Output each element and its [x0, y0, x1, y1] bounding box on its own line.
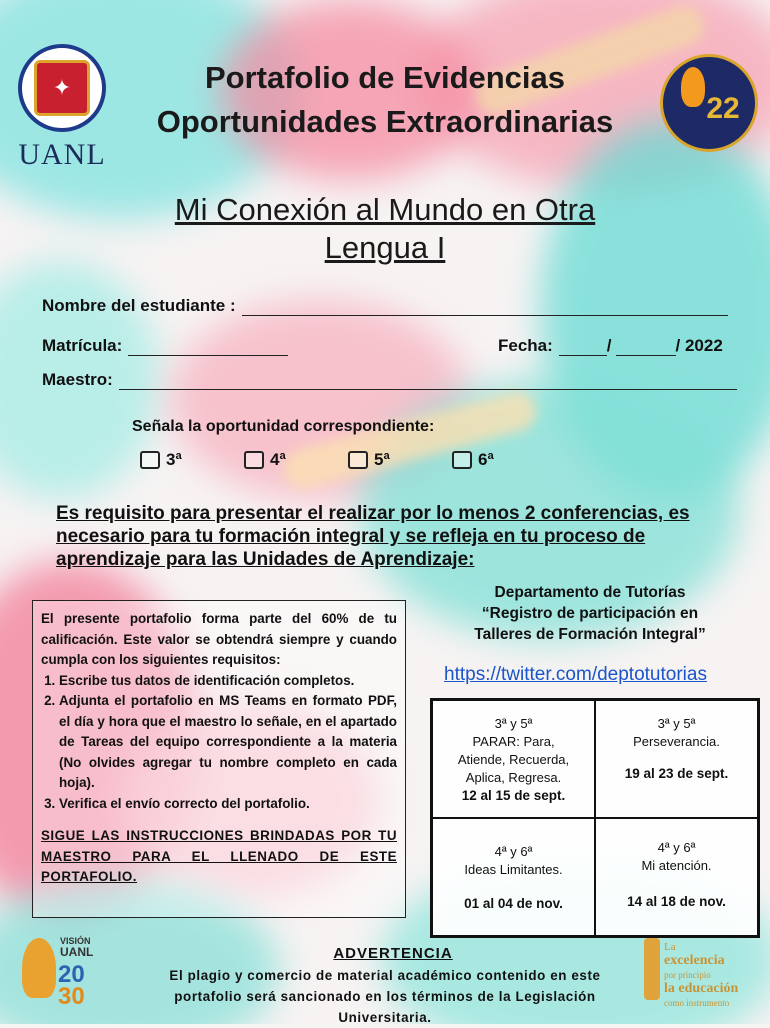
flame-icon [22, 938, 56, 998]
vision-year [58, 961, 85, 1010]
maestro-field[interactable] [119, 373, 737, 390]
maestro-row [42, 370, 737, 390]
fecha-year: / 2022 [675, 336, 723, 355]
list-item: 3. Verifica el envío correcto del portafolio. [59, 794, 397, 815]
sessions-table [430, 698, 760, 938]
uanl-logo-text: UANL [18, 138, 106, 171]
fecha-separator-1: / [606, 336, 612, 355]
checkbox-icon[interactable] [140, 451, 160, 469]
fecha-row [498, 336, 723, 356]
option-6[interactable] [452, 450, 556, 470]
session-opportunity: 3ª y 5ª [657, 716, 696, 731]
requirement-text: Es requisito para presentar el realizar por lo menos 2 conferencias, es necesario para tu formación integral y se refleja en tu proceso de aprendizaje para las Unidades de Aprendizaje: [56, 503, 690, 570]
prep-logo-number: 22 [706, 92, 740, 125]
info-intro: El presente portafolio forma parte del 60% de tu calificación. Este valor se obtendrá siempre y cuando cumpla con los siguientes requisitos: [41, 611, 397, 667]
excelencia-text [664, 940, 738, 1010]
session-opportunity: 4ª y 6ª [494, 844, 533, 859]
instructions-note: SIGUE LAS INSTRUCCIONES BRINDADAS POR TU MAESTRO PARA EL LLENADO DE ESTE PORTAFOLIO. [41, 828, 397, 884]
oportunidad-options [140, 450, 556, 470]
excelencia-line1: La [664, 941, 676, 953]
preparatoria-22-logo [660, 54, 758, 152]
page-title-line1: Portafolio de Evidencias [204, 60, 566, 95]
excelencia-line2: excelencia [664, 953, 725, 968]
requirements-list [41, 671, 397, 815]
fecha-day-field[interactable] [559, 339, 607, 356]
warning-title: ADVERTENCIA [333, 945, 453, 962]
warning-text: El plagio y comercio de material académico contenido en este portafolio será sancionado en los términos de la Legislación Universitaria. [169, 968, 601, 1025]
subject-title-line1: Mi Conexión al Mundo en Otra [174, 192, 596, 227]
session-topic: Mi atención. [641, 858, 712, 873]
session-dates: 12 al 15 de sept. [461, 788, 566, 803]
fecha-label: Fecha: [498, 336, 553, 355]
matricula-label: Matrícula: [42, 336, 123, 355]
session-cell [432, 818, 595, 936]
department-heading [440, 582, 740, 645]
session-opportunity: 4ª y 6ª [657, 840, 696, 855]
student-name-row [42, 296, 728, 316]
session-dates: 01 al 04 de nov. [464, 896, 563, 911]
session-dates: 14 al 18 de nov. [627, 894, 726, 909]
vision-2030-logo [20, 934, 100, 1014]
excelencia-line3: por principio [664, 970, 711, 980]
vision-label [60, 936, 93, 958]
session-opportunity: 3ª y 5ª [494, 716, 533, 731]
student-name-label: Nombre del estudiante : [42, 296, 236, 315]
option-label: 6ª [478, 450, 494, 469]
matricula-field[interactable] [128, 339, 288, 356]
session-cell [595, 818, 758, 936]
session-cell [432, 700, 595, 818]
department-subtitle-2: Talleres de Formación Integral” [474, 626, 706, 643]
excelencia-logo [642, 936, 762, 1010]
torch-icon [644, 938, 660, 1000]
subject-title-line2: Lengua I [324, 230, 446, 265]
session-dates: 19 al 23 de sept. [624, 766, 729, 781]
option-4[interactable] [244, 450, 348, 470]
checkbox-icon[interactable] [452, 451, 472, 469]
checkbox-icon[interactable] [244, 451, 264, 469]
department-name: Departamento de Tutorías [494, 584, 686, 601]
session-cell [595, 700, 758, 818]
excelencia-line5: como instrumento [664, 998, 730, 1008]
twitter-link[interactable]: https://twitter.com/deptotutorias [444, 664, 707, 685]
vision-year-2: 30 [58, 983, 85, 1010]
session-topic: Perseverancia. [633, 734, 720, 749]
shield-icon: ✦ [34, 60, 90, 116]
option-label: 3ª [166, 450, 182, 469]
fecha-month-field[interactable] [616, 339, 676, 356]
student-name-field[interactable] [242, 299, 728, 316]
department-subtitle-1: “Registro de participación en [481, 605, 699, 622]
uanl-seal [18, 44, 106, 132]
session-topic: Ideas Limitantes. [464, 862, 563, 877]
session-topic: PARAR: Para, Atiende, Recuerda, Aplica, Regresa. [457, 734, 570, 785]
list-item: 1. Escribe tus datos de identificación completos. [59, 671, 397, 692]
checkbox-icon[interactable] [348, 451, 368, 469]
list-item: 2. Adjunta el portafolio en MS Teams en formato PDF, el día y hora que el maestro lo señale, en el apartado de Tareas del equipo correspondiente a la materia (No olvides agregar tu nombre completo en cada hoja). [59, 691, 397, 794]
vision-label-text: VISIÓN [60, 936, 91, 946]
option-3[interactable] [140, 450, 244, 470]
uanl-logo [14, 44, 110, 174]
torch-flame-icon [681, 67, 705, 107]
maestro-label: Maestro: [42, 370, 113, 389]
vision-uanl-text: UANL [60, 945, 94, 959]
matricula-row [42, 336, 288, 356]
oportunidad-label: Señala la oportunidad correspondiente: [132, 418, 435, 435]
option-label: 5ª [374, 450, 390, 469]
excelencia-line4: la educación [664, 981, 739, 996]
option-5[interactable] [348, 450, 452, 470]
page-title-line2: Oportunidades Extraordinarias [156, 104, 614, 139]
portfolio-info-box [32, 600, 406, 918]
vision-year-1: 20 [58, 961, 85, 988]
option-label: 4ª [270, 450, 286, 469]
